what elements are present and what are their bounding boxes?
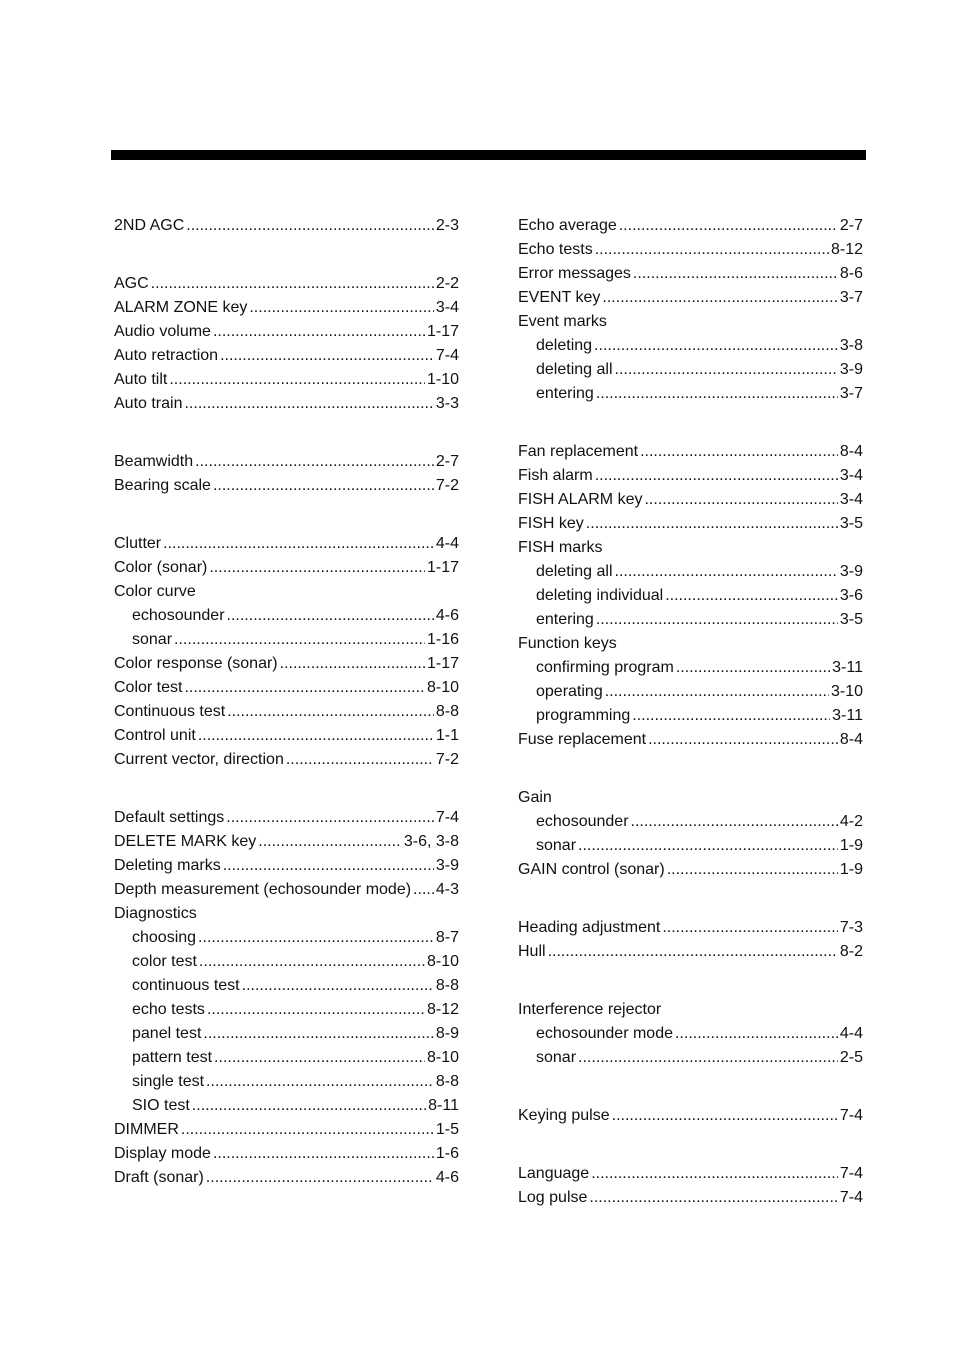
index-page-ref: 2-7	[435, 453, 459, 470]
index-term: deleting all	[536, 361, 613, 378]
index-term: Control unit	[114, 727, 196, 744]
index-subentry	[114, 1094, 459, 1118]
index-term: Color test	[114, 679, 183, 696]
index-page-ref: 8-9	[435, 1025, 459, 1042]
index-page-ref: 4-2	[839, 813, 863, 830]
dot-leader	[578, 834, 838, 858]
index-subentry	[518, 584, 863, 608]
index-term: Fuse replacement	[518, 731, 647, 748]
index-term: Language	[518, 1165, 590, 1182]
index-entry	[114, 556, 459, 580]
index-page-ref: 3-4	[435, 299, 459, 316]
index-subentry	[114, 1022, 459, 1046]
dot-leader	[675, 1022, 838, 1046]
index-term: Gain	[518, 789, 552, 806]
dot-leader	[596, 382, 838, 406]
dot-leader	[619, 214, 838, 238]
index-page-ref: 8-4	[839, 731, 863, 748]
index-entry	[114, 532, 459, 556]
index-entry	[518, 310, 863, 334]
index-page-ref: 3-9	[839, 563, 863, 580]
dot-leader	[589, 1186, 837, 1210]
dot-leader	[242, 974, 434, 998]
index-entry	[114, 1142, 459, 1166]
dot-leader	[203, 1022, 433, 1046]
index-subentry	[518, 834, 863, 858]
index-term: Display mode	[114, 1145, 211, 1162]
index-term: choosing	[132, 929, 197, 946]
index-entry	[114, 450, 459, 474]
index-term: Audio volume	[114, 323, 211, 340]
index-term: Color response (sonar)	[114, 655, 278, 672]
index-subentry	[518, 382, 863, 406]
index-page-ref: 1-5	[435, 1121, 459, 1138]
index-page-ref: 2-5	[839, 1049, 863, 1066]
dot-leader	[227, 700, 434, 724]
dot-leader	[640, 440, 838, 464]
index-term: AGC	[114, 275, 149, 292]
index-entry	[518, 998, 863, 1022]
index-term: Draft (sonar)	[114, 1169, 204, 1186]
index-term: SIO test	[132, 1097, 190, 1114]
index-page-ref: 1-17	[426, 655, 459, 672]
index-term: single test	[132, 1073, 205, 1090]
dot-leader	[198, 724, 434, 748]
index-page-ref: 3-4	[839, 467, 863, 484]
index-page-ref: 1-17	[426, 323, 459, 340]
index-page-ref: 8-11	[428, 1097, 459, 1114]
index-entry	[518, 940, 863, 964]
dot-leader	[195, 450, 434, 474]
index-term: GAIN control (sonar)	[518, 861, 665, 878]
dot-leader	[615, 560, 838, 584]
index-page-ref: 8-12	[830, 241, 863, 258]
dot-leader	[206, 1070, 434, 1094]
index-page-ref: 3-6, 3-8	[403, 833, 459, 850]
index-term: Default settings	[114, 809, 225, 826]
index-page-ref: 8-4	[839, 443, 863, 460]
index-page-ref: 7-4	[435, 347, 459, 364]
index-page-ref: 8-2	[839, 943, 863, 960]
dot-leader	[209, 556, 425, 580]
index-entry	[518, 632, 863, 656]
index-entry	[518, 214, 863, 238]
index-term: FISH marks	[518, 539, 603, 556]
index-subentry	[518, 608, 863, 632]
index-page-ref: 1-9	[839, 861, 863, 878]
index-page-ref: 4-6	[435, 1169, 459, 1186]
index-entry	[518, 536, 863, 560]
index-page-ref: 7-2	[435, 477, 459, 494]
index-page-ref: 3-11	[832, 707, 863, 724]
index-page-ref: 8-8	[435, 977, 459, 994]
index-entry	[518, 488, 863, 512]
dot-leader	[226, 806, 434, 830]
dot-leader	[632, 704, 830, 728]
dot-leader	[213, 1142, 434, 1166]
index-entry	[518, 1186, 863, 1210]
index-entry	[518, 262, 863, 286]
index-term: Continuous test	[114, 703, 226, 720]
index-subentry	[518, 704, 863, 728]
index-entry	[114, 830, 459, 854]
index-page-ref: 2-7	[839, 217, 863, 234]
index-entry	[518, 728, 863, 752]
index-entry	[114, 652, 459, 676]
index-term: Clutter	[114, 535, 162, 552]
dot-leader	[631, 810, 838, 834]
index-page-ref: 7-4	[839, 1107, 863, 1124]
index-term: Fish alarm	[518, 467, 593, 484]
index-entry	[518, 440, 863, 464]
index-page-ref: 8-6	[839, 265, 863, 282]
index-term: Auto retraction	[114, 347, 219, 364]
index-term: Echo average	[518, 217, 617, 234]
dot-leader	[198, 926, 434, 950]
index-entry	[518, 786, 863, 810]
index-page-ref: 3-5	[839, 611, 863, 628]
index-page-ref: 3-9	[435, 857, 459, 874]
dot-leader	[192, 1094, 426, 1118]
index-page-ref: 4-6	[435, 607, 459, 624]
index-page-ref: 2-2	[435, 275, 459, 292]
dot-leader	[213, 474, 434, 498]
index-page-ref: 1-17	[426, 559, 459, 576]
index-entry	[518, 916, 863, 940]
index-entry	[114, 676, 459, 700]
dot-leader	[151, 272, 434, 296]
index-subentry	[114, 974, 459, 998]
dot-leader	[615, 358, 838, 382]
dot-leader	[184, 676, 425, 700]
dot-leader	[220, 344, 434, 368]
dot-leader	[169, 368, 425, 392]
index-term: Color curve	[114, 583, 196, 600]
index-entry	[518, 464, 863, 488]
index-page-ref: 3-4	[839, 491, 863, 508]
dot-leader	[223, 854, 434, 878]
dot-leader	[206, 1166, 434, 1190]
index-entry	[114, 902, 459, 926]
index-page-ref: 1-6	[435, 1145, 459, 1162]
index-subentry	[518, 358, 863, 382]
index-entry	[518, 1162, 863, 1186]
index-term: Current vector, direction	[114, 751, 284, 768]
index-term: confirming program	[536, 659, 674, 676]
dot-leader	[644, 488, 837, 512]
index-term: color test	[132, 953, 197, 970]
index-subentry	[114, 1070, 459, 1094]
dot-leader	[413, 878, 434, 902]
index-entry	[114, 854, 459, 878]
index-page-ref: 1-10	[426, 371, 459, 388]
index-term: Fan replacement	[518, 443, 639, 460]
index-entry	[114, 320, 459, 344]
index-term: echosounder mode	[536, 1025, 673, 1042]
dot-leader	[605, 680, 829, 704]
index-page-ref: 7-2	[435, 751, 459, 768]
dot-leader	[665, 584, 838, 608]
index-page-ref: 7-4	[435, 809, 459, 826]
dot-leader	[676, 656, 830, 680]
index-term: FISH ALARM key	[518, 491, 643, 508]
dot-leader	[595, 238, 829, 262]
index-page-ref: 1-16	[426, 631, 459, 648]
index-subentry	[518, 1022, 863, 1046]
index-term: ALARM ZONE key	[114, 299, 248, 316]
index-entry	[114, 1118, 459, 1142]
index-page-ref: 4-4	[435, 535, 459, 552]
index-term: Auto tilt	[114, 371, 168, 388]
dot-leader	[602, 286, 837, 310]
index-term: Beamwidth	[114, 453, 194, 470]
index-entry	[114, 214, 459, 238]
index-column-left	[114, 214, 459, 1190]
dot-leader	[214, 1046, 425, 1070]
index-page-ref: 3-7	[839, 289, 863, 306]
dot-leader	[596, 608, 838, 632]
dot-leader	[612, 1104, 838, 1128]
dot-leader	[258, 830, 402, 854]
index-term: sonar	[536, 1049, 577, 1066]
dot-leader	[594, 334, 838, 358]
dot-leader	[591, 1162, 838, 1186]
dot-leader	[548, 940, 838, 964]
index-term: Deleting marks	[114, 857, 221, 874]
dot-leader	[227, 604, 434, 628]
index-page-ref: 8-12	[426, 1001, 459, 1018]
index-page-ref: 7-4	[839, 1165, 863, 1182]
dot-leader	[249, 296, 434, 320]
index-page-ref: 3-11	[832, 659, 863, 676]
dot-leader	[174, 628, 425, 652]
index-subentry	[114, 926, 459, 950]
dot-leader	[199, 950, 425, 974]
index-term: echosounder	[536, 813, 629, 830]
index-subentry	[114, 998, 459, 1022]
index-subentry	[518, 560, 863, 584]
index-page-ref: 3-6	[839, 587, 863, 604]
index-term: echo tests	[132, 1001, 205, 1018]
index-term: panel test	[132, 1025, 202, 1042]
index-page-ref: 1-1	[435, 727, 459, 744]
dot-leader	[667, 858, 838, 882]
dot-leader	[163, 532, 434, 556]
index-entry	[518, 238, 863, 262]
index-page-ref: 2-3	[435, 217, 459, 234]
index-term: Event marks	[518, 313, 607, 330]
index-subentry	[518, 1046, 863, 1070]
index-entry	[114, 368, 459, 392]
index-page-ref: 7-3	[839, 919, 863, 936]
index-term: sonar	[132, 631, 173, 648]
dot-leader	[184, 392, 433, 416]
index-entry	[114, 1166, 459, 1190]
index-entry	[114, 474, 459, 498]
index-term: Keying pulse	[518, 1107, 610, 1124]
dot-leader	[207, 998, 425, 1022]
index-page-ref: 8-8	[435, 703, 459, 720]
index-term: DIMMER	[114, 1121, 179, 1138]
index-term: continuous test	[132, 977, 240, 994]
index-term: Color (sonar)	[114, 559, 208, 576]
index-entry	[114, 296, 459, 320]
index-entry	[114, 272, 459, 296]
index-term: pattern test	[132, 1049, 213, 1066]
index-term: entering	[536, 385, 594, 402]
dot-leader	[595, 464, 838, 488]
index-subentry	[114, 604, 459, 628]
index-page-ref: 3-5	[839, 515, 863, 532]
index-entry	[114, 700, 459, 724]
index-entry	[518, 1104, 863, 1128]
index-page-ref: 3-7	[839, 385, 863, 402]
dot-leader	[181, 1118, 434, 1142]
index-term: sonar	[536, 837, 577, 854]
index-term: deleting all	[536, 563, 613, 580]
index-term: Interference rejector	[518, 1001, 662, 1018]
index-column-right	[518, 214, 863, 1210]
index-page-ref: 8-8	[435, 1073, 459, 1090]
index-entry	[518, 286, 863, 310]
index-page-ref: 3-3	[435, 395, 459, 412]
dot-leader	[213, 320, 425, 344]
index-term: Bearing scale	[114, 477, 211, 494]
index-entry	[114, 344, 459, 368]
index-subentry	[518, 656, 863, 680]
index-term: FISH key	[518, 515, 584, 532]
index-page-ref: 8-10	[426, 1049, 459, 1066]
index-term: deleting individual	[536, 587, 664, 604]
index-term: Log pulse	[518, 1189, 588, 1206]
index-entry	[114, 806, 459, 830]
index-term: operating	[536, 683, 603, 700]
index-page-ref: 3-9	[839, 361, 863, 378]
index-term: DELETE MARK key	[114, 833, 257, 850]
index-subentry	[114, 628, 459, 652]
index-entry	[114, 580, 459, 604]
index-page-ref: 1-9	[839, 837, 863, 854]
index-subentry	[518, 680, 863, 704]
index-term: Depth measurement (echosounder mode)	[114, 881, 412, 898]
index-page-ref: 3-8	[839, 337, 863, 354]
index-page-ref: 4-3	[435, 881, 459, 898]
index-page-ref: 7-4	[839, 1189, 863, 1206]
header-rule	[111, 150, 866, 160]
index-page-ref: 8-10	[426, 953, 459, 970]
index-term: Diagnostics	[114, 905, 197, 922]
dot-leader	[280, 652, 425, 676]
index-term: deleting	[536, 337, 593, 354]
dot-leader	[286, 748, 434, 772]
index-entry	[114, 878, 459, 902]
dot-leader	[186, 214, 434, 238]
index-term: Hull	[518, 943, 546, 960]
index-subentry	[114, 950, 459, 974]
dot-leader	[662, 916, 838, 940]
index-term: Auto train	[114, 395, 183, 412]
index-entry	[518, 858, 863, 882]
index-term: Error messages	[518, 265, 631, 282]
index-term: EVENT key	[518, 289, 601, 306]
index-entry	[114, 748, 459, 772]
index-entry	[114, 392, 459, 416]
index-term: Function keys	[518, 635, 617, 652]
index-page-ref: 4-4	[839, 1025, 863, 1042]
index-term: entering	[536, 611, 594, 628]
index-term: echosounder	[132, 607, 225, 624]
index-subentry	[518, 810, 863, 834]
index-term: Heading adjustment	[518, 919, 661, 936]
index-term: programming	[536, 707, 631, 724]
index-term: Echo tests	[518, 241, 593, 258]
index-page-ref: 8-7	[435, 929, 459, 946]
index-entry	[518, 512, 863, 536]
dot-leader	[578, 1046, 838, 1070]
dot-leader	[586, 512, 838, 536]
index-subentry	[518, 334, 863, 358]
index-term: 2ND AGC	[114, 217, 185, 234]
dot-leader	[633, 262, 838, 286]
index-page-ref: 3-10	[830, 683, 863, 700]
dot-leader	[648, 728, 838, 752]
index-subentry	[114, 1046, 459, 1070]
index-page-ref: 8-10	[426, 679, 459, 696]
index-entry	[114, 724, 459, 748]
